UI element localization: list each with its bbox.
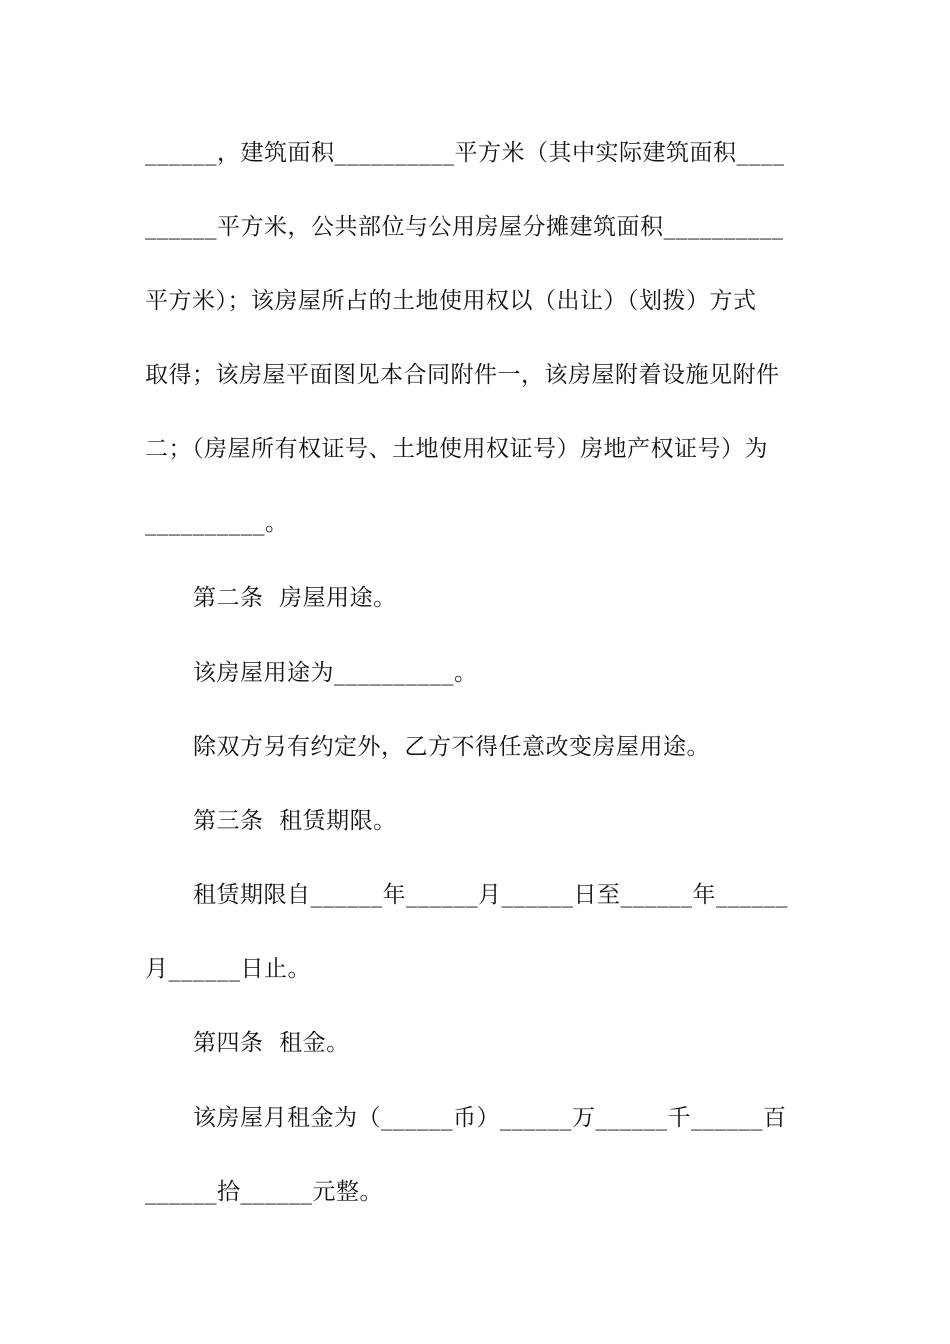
text-line-5: 二；（房屋所有权证号、土地使用权证号）房地产权证号）为 [145,436,768,462]
article-2-heading: 第二条 房屋用途。 [193,585,397,611]
text-line-11: 租赁期限自______年______月______日至______年______ [193,882,788,908]
text-line-12: 月______日止。 [145,956,311,982]
text-line-9: 除双方另有约定外，乙方不得任意改变房屋用途。 [193,734,710,760]
text-line-3: 平方米）；该房屋所占的土地使用权以（出让）（划拨）方式 [145,288,757,314]
text-line-14: 该房屋月租金为（______币）______万______千______百 [193,1105,787,1131]
text-line-15: ______拾______元整。 [145,1179,383,1205]
text-line-2: ______平方米，公共部位与公用房屋分摊建筑面积__________ [145,214,784,240]
text-line-1: ______，建筑面积__________平方米（其中实际建筑面积____ [145,140,785,166]
article-4-heading: 第四条 租金。 [193,1030,350,1056]
text-line-8: 该房屋用途为__________。 [193,660,478,686]
article-3-heading: 第三条 租赁期限。 [193,808,397,834]
text-line-4: 取得；该房屋平面图见本合同附件一，该房屋附着设施见附件 [145,362,780,388]
text-line-6: __________。 [145,510,289,536]
